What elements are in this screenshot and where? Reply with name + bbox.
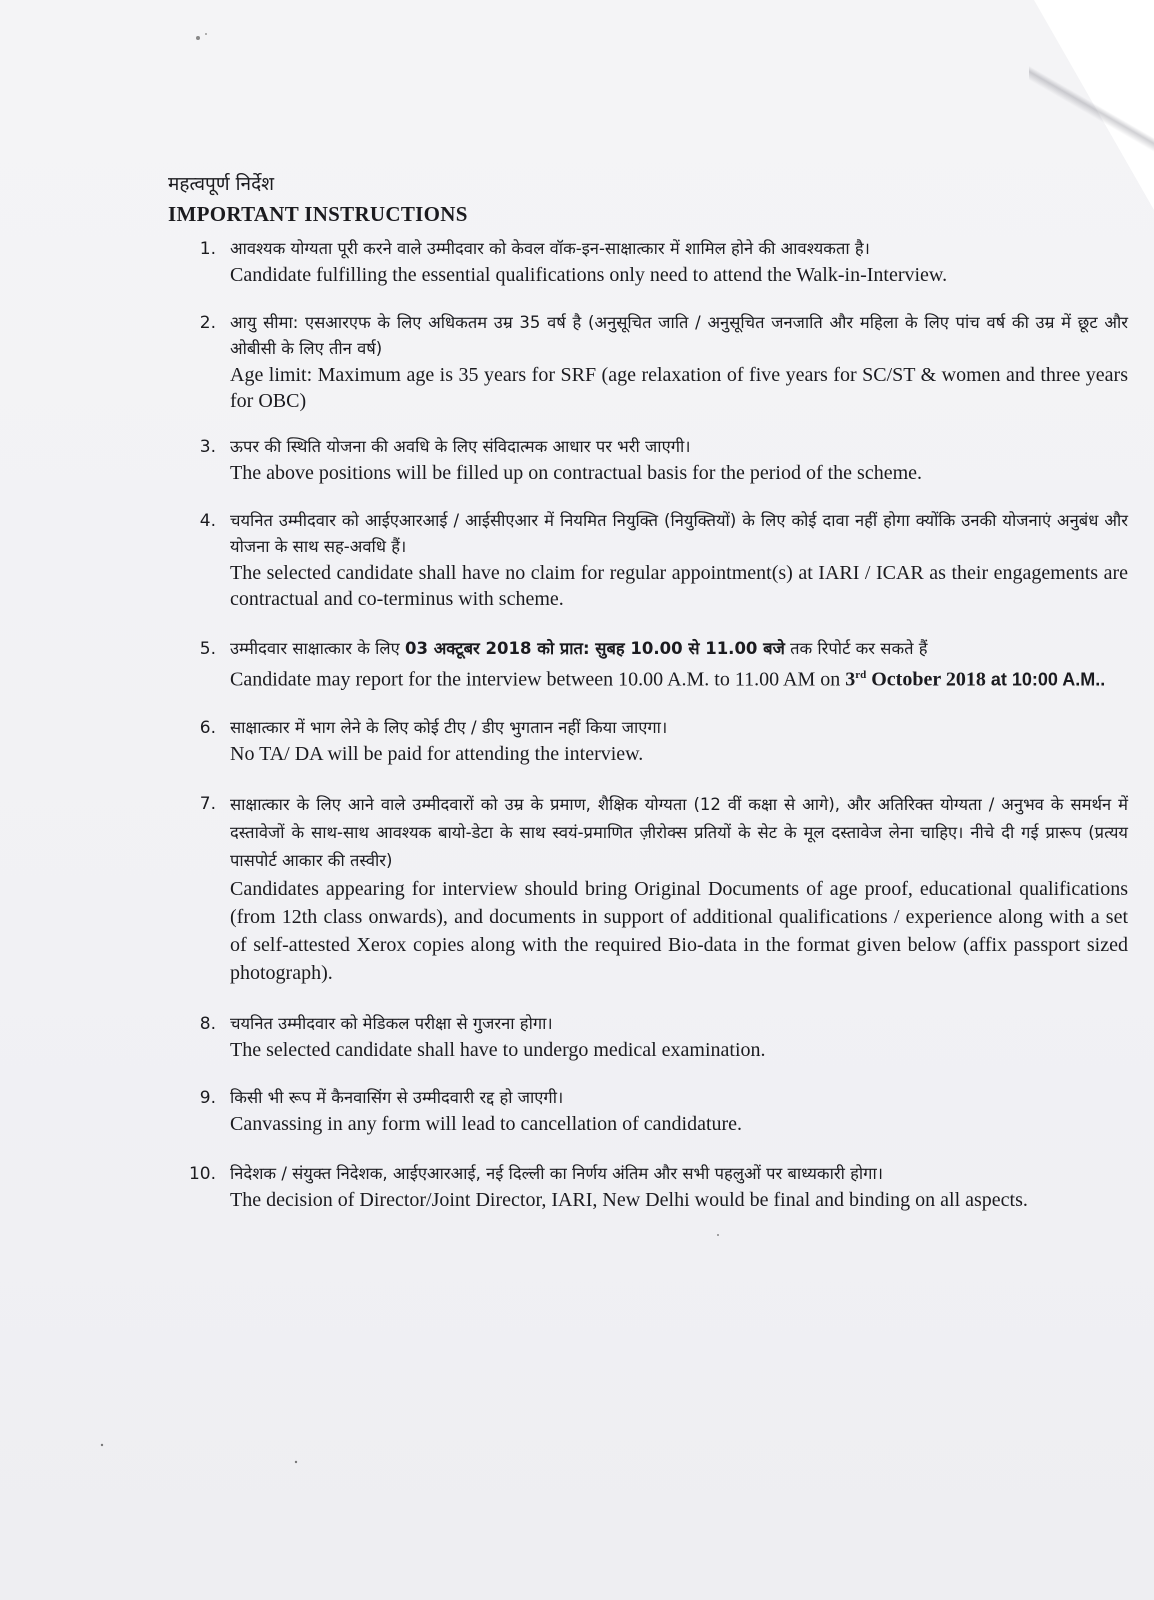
instruction-list: [168, 236, 1128, 1213]
item-text-english: [230, 662, 1128, 693]
interview-month-year: October 2018: [871, 668, 986, 691]
item-text-hindi: साक्षात्कार के लिए आने वाले उम्मीदवारों को उम्र के प्रमाण, शैक्षिक योग्यता (12 वीं कक्षा से आगे), और अतिरिक्त योग्यता / अनुभव के समर्थन में दस्तावेजों के साथ-साथ आवश्यक बायो-डेटा के साथ स्वयं-प्रमाणित ज़ीरोक्स प्रतियों के सेट के मूल दस्तावेज लेना चाहिए। नीचे दी गई प्रारूप (प्रत्यय पासपोर्ट आकार की तस्वीर): [230, 794, 1128, 870]
item-text-hindi: किसी भी रूप में कैनवासिंग से उम्मीदवारी रद्द हो जाएगी।: [230, 1087, 564, 1107]
item-text-english: Candidate fulfilling the essential qualifications only need to attend the Walk-in-Interview.: [230, 264, 948, 286]
item-text-hindi: चयनित उम्मीदवार को मेडिकल परीक्षा से गुजरना होगा।: [230, 1013, 553, 1033]
item-number: 4.: [199, 511, 216, 531]
item-text-english: The decision of Director/Joint Director, IARI, New Delhi would be final and binding on all aspects.: [230, 1188, 1028, 1211]
interview-text-hindi-end: तक रिपोर्ट कर सकते हैं: [790, 639, 928, 658]
interview-day: 3: [845, 668, 856, 691]
item-number: 7.: [199, 793, 216, 814]
item-text-english: No TA/ DA will be paid for attending the interview.: [230, 742, 644, 765]
item-text-english: The selected candidate shall have to undergo medical examination.: [230, 1038, 766, 1061]
item-number: 5.: [199, 639, 216, 659]
list-item: [168, 715, 1128, 767]
item-text-hindi: [230, 636, 1128, 662]
item-text-hindi: साक्षात्कार में भाग लेने के लिए कोई टीए / डीए भुगतान नहीं किया जाएगा।: [230, 717, 668, 737]
list-item: [168, 791, 1128, 987]
item-text-hindi: चयनित उम्मीदवार को आईएआरआई / आईसीएआर में नियमित नियुक्ति (नियुक्तियों) के लिए कोई दावा नहीं होगा क्योंकि उनकी योजनाएं अनुबंध और योजना के साथ सह-अवधि हैं।: [230, 511, 1128, 556]
list-item: [168, 434, 1128, 486]
list-item: [168, 636, 1128, 693]
list-item: [168, 508, 1128, 612]
list-item: [168, 236, 1128, 288]
item-number: 8.: [199, 1013, 216, 1034]
instructions-document: [168, 170, 1128, 1213]
list-item: [168, 1161, 1128, 1213]
interview-day-suffix: rd: [855, 669, 867, 681]
item-text-hindi: आवश्यक योग्यता पूरी करने वाले उम्मीदवार को केवल वॉक-इन-साक्षात्कार में शामिल होने की आवश्यकता है।: [230, 239, 870, 258]
list-item: [168, 1011, 1128, 1063]
item-text-hindi: आयु सीमा: एसआरएफ के लिए अधिकतम उम्र 35 वर्ष है (अनुसूचित जाति / अनुसूचित जनजाति और महिला के लिए पांच वर्ष की उम्र में छूट और ओबीसी के लिए तीन वर्ष): [230, 313, 1128, 358]
item-text-english: Age limit: Maximum age is 35 years for SRF (age relaxation of five years for SC/ST & women and three years for OBC): [230, 364, 1128, 412]
interview-text-hindi: उम्मीदवार साक्षात्कार के लिए: [230, 639, 400, 658]
heading-hindi: महत्वपूर्ण निर्देश: [168, 173, 275, 195]
item-number: 2.: [199, 313, 216, 333]
item-text-english: Candidates appearing for interview should bring Original Documents of age proof, educational qualifications (from 12th class onwards), and documents in support of additional qualifications / experience along with a set of self-attested Xerox copies along with the required Bio-data in the format given below (affix passport sized photograph).: [230, 877, 1128, 984]
item-text-english: Canvassing in any form will lead to cancellation of candidature.: [230, 1112, 743, 1135]
list-item: [168, 310, 1128, 414]
interview-time: at 10:00 A.M..: [990, 669, 1106, 690]
item-text-hindi: निदेशक / संयुक्त निदेशक, आईएआरआई, नई दिल्ली का निर्णय अंतिम और सभी पहलुओं पर बाध्यकारी होगा।: [230, 1163, 883, 1183]
item-text-english: The selected candidate shall have no claim for regular appointment(s) at IARI / ICAR as their engagements are contractual and co-terminus with scheme.: [230, 562, 1128, 610]
interview-date-hindi: 03 अक्टूबर 2018 को प्रात: सुबह 10.00 से 11.00 बजे: [405, 639, 785, 658]
item-number: 3.: [199, 437, 216, 457]
interview-text-english: Candidate may report for the interview between 10.00 A.M. to 11.00 AM on: [230, 668, 841, 691]
list-item: [168, 1085, 1128, 1137]
item-number: 9.: [199, 1087, 216, 1108]
item-number: 6.: [199, 717, 216, 738]
heading-english: IMPORTANT INSTRUCTIONS: [168, 202, 468, 226]
item-text-hindi: ऊपर की स्थिति योजना की अवधि के लिए संविदात्मक आधार पर भरी जाएगी।: [230, 437, 691, 456]
item-number: 1.: [199, 239, 216, 259]
item-text-english: The above positions will be filled up on contractual basis for the period of the scheme.: [230, 462, 923, 484]
item-number: 10.: [188, 1163, 216, 1184]
